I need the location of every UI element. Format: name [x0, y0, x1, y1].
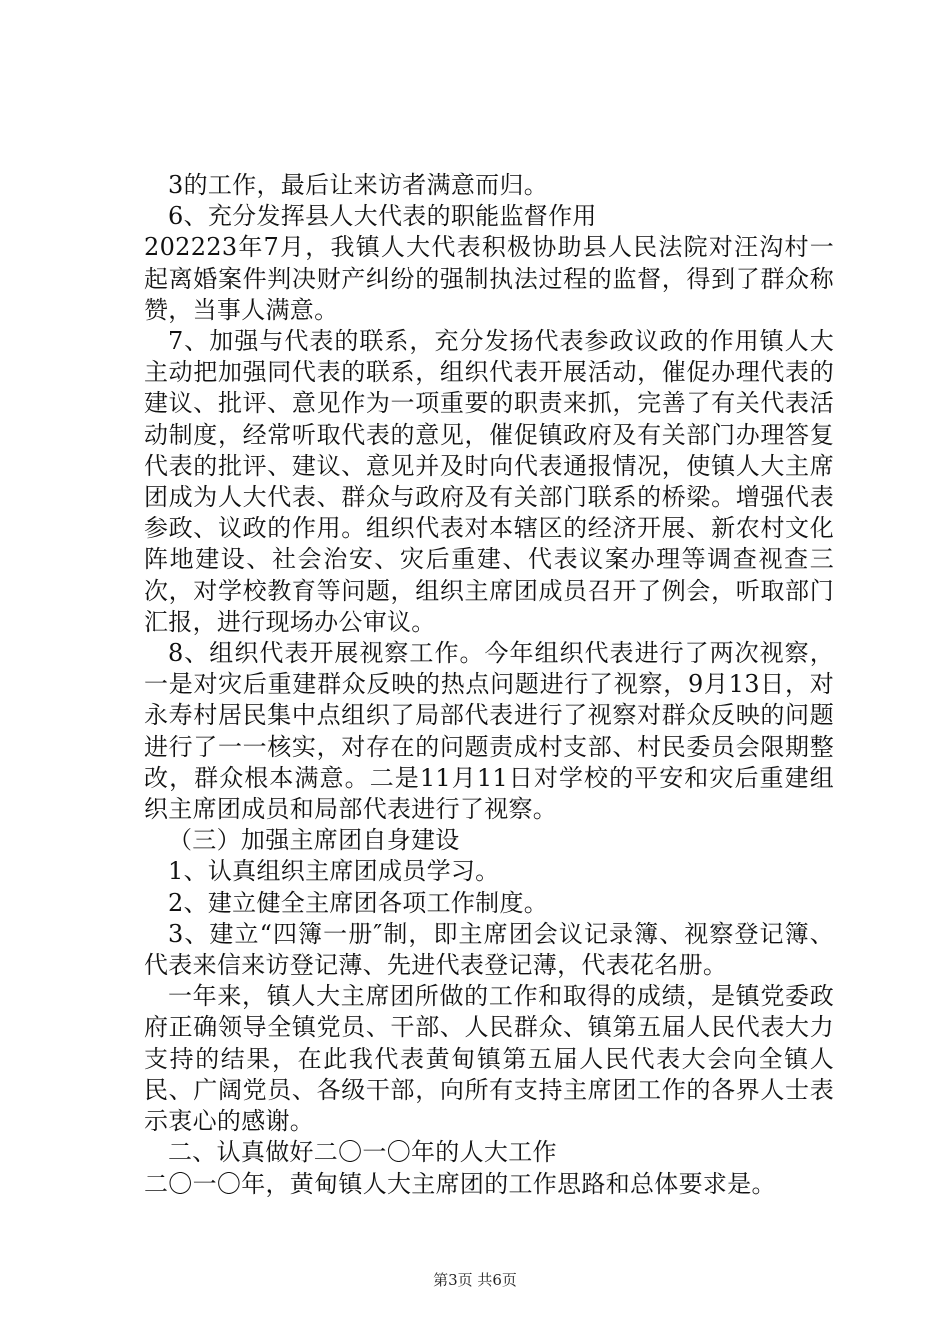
paragraph-item-8: 8、组织代表开展视察工作。今年组织代表进行了两次视察，一是对灾后重建群众反映的热点问题进行了视察，9月13日，对永寿村居民集中点组织了局部代表进行了视察对群众反映的问题进行了一一核实，对存在的问题责成村支部、村民委员会限期整改，群众根本满意。二是11月11日对学校的平安和灾后重建组织主席团成员和局部代表进行了视察。: [144, 639, 834, 824]
paragraph-list-3: 3、建立“四簿一册″制，即主席团会议记录簿、视察登记簿、代表来信来访登记薄、先进代表登记薄，代表花名册。: [144, 919, 834, 980]
document-body: [144, 170, 834, 1200]
paragraph-list-1: 1、认真组织主席团成员学习。: [168, 857, 500, 886]
paragraph-summary: 一年来，镇人大主席团所做的工作和取得的成绩，是镇党委政府正确领导全镇党员、干部、人民群众、镇第五届人民代表大力支持的结果，在此我代表黄甸镇第五届人民代表大会向全镇人民、广阔党员、各级干部，向所有支持主席团工作的各界人士表示衷心的感谢。: [144, 982, 834, 1136]
section-heading-3: （三）加强主席团自身建设: [168, 826, 460, 855]
page-number-footer: 第3页 共6页: [433, 1271, 517, 1289]
section-heading-2: 二、认真做好二〇一〇年的人大工作: [168, 1138, 557, 1167]
paragraph-item-7: 7、加强与代表的联系，充分发扬代表参政议政的作用镇人大主动把加强同代表的联系，组织代表开展活动，催促办理代表的建议、批评、意见作为一项重要的职责来抓，完善了有关代表活动制度，经常听取代表的意见，催促镇政府及有关部门办理答复代表的批评、建议、意见并及时向代表通报情况，使镇人大主席团成为人大代表、群众与政府及有关部门联系的桥梁。增强代表参政、议政的作用。组织代表对本辖区的经济开展、新农村文化阵地建设、社会治安、灾后重建、代表议案办理等调查视查三次，对学校教育等问题，组织主席团成员召开了例会，听取部门汇报，进行现场办公审议。: [144, 327, 834, 636]
paragraph-list-2: 2、建立健全主席团各项工作制度。: [168, 888, 549, 917]
paragraph-item-6-body: 202223年7月，我镇人大代表积极协助县人民法院对汪沟村一起离婚案件判决财产纠纷的强制执法过程的监督，得到了群众称赞，当事人满意。: [144, 233, 834, 324]
paragraph-item-6-heading: 6、充分发挥县人大代表的职能监督作用: [168, 202, 597, 231]
paragraph-continuation: 3的工作，最后让来访者满意而归。: [168, 171, 549, 199]
paragraph-closing: 二〇一〇年，黄甸镇人大主席团的工作思路和总体要求是。: [144, 1169, 776, 1198]
